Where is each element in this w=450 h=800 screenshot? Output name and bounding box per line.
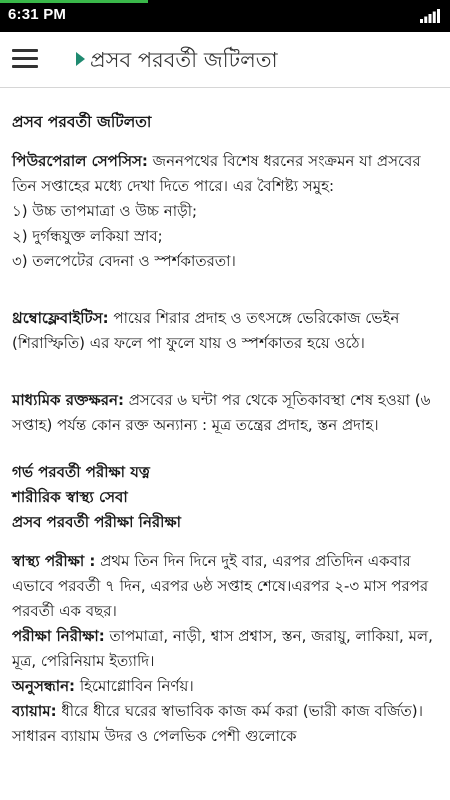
examination-label: পরীক্ষা নিরীক্ষা:	[12, 627, 105, 645]
subheading: প্রসব পরবর্তী পরীক্ষা নিরীক্ষা	[12, 513, 181, 531]
examination-text: তাপমাত্রা, নাড়ী, শ্বাস প্রশ্বাস, স্তন, জরায়ু, লাকিয়া, মল, মূত্র, পেরিনিয়াম ইত্যাদি।	[12, 627, 433, 670]
bleeding-paragraph	[12, 388, 438, 438]
bleeding-text: প্রসবের ৬ ঘন্টা পর থেকে সূতিকাবস্থা শেষ হওয়া (৬ সপ্তাহ) পর্যন্ত কোন রক্ত অন্যান্য : মূত্র তন্ত্রের প্রদাহ, স্তন প্রদাহ।	[12, 391, 431, 434]
examination-paragraph	[12, 624, 438, 674]
sepsis-item: ১) উচ্চ তাপমাত্রা ও উচ্চ নাড়ী;	[12, 202, 198, 220]
subheading: গর্ভ পরবর্তী পরীক্ষা যত্ন	[12, 463, 150, 481]
hamburger-menu-icon[interactable]	[12, 48, 38, 68]
exercise-paragraph	[12, 699, 438, 749]
signal-strength-icon	[420, 9, 440, 23]
sepsis-text: জননপথের বিশেষ ধরনের সংক্রমন যা প্রসবের তিন সপ্তাহের মধ্যে দেখা দিতে পারে। এর বৈশিষ্ট্য সমুহ:	[12, 152, 421, 195]
article-heading: প্রসব পরবর্তী জটিলতা	[12, 113, 152, 131]
bleeding-label: মাধ্যমিক রক্তক্ষরন:	[12, 391, 124, 409]
play-arrow-icon	[76, 52, 85, 66]
investigation-text: হিমোগ্লোবিন নির্ণয়।	[75, 677, 194, 695]
health-check-label: স্বাস্থ্য পরীক্ষা :	[12, 552, 96, 570]
status-bar	[0, 0, 450, 32]
thrombo-label: থ্রম্বোফ্লেবাইটিস:	[12, 309, 109, 327]
exercise-text: ধীরে ধীরে ঘরের স্বাভাবিক কাজ কর্ম করা (ভারী কাজ বর্জিত)। সাধারন ব্যায়াম উদর ও পেলভিক পেশী গুলোকে	[12, 702, 424, 745]
thrombo-text: পায়ের শিরার প্রদাহ ও তৎসঙ্গে ভেরিকোজ ভেইন (শিরাস্ফিতি) এর ফলে পা ফুলে যায় ও স্পর্শকাতর হয়ে ওঠে।	[12, 309, 400, 352]
health-check-text: প্রথম তিন দিন দিনে দুই বার, এরপর প্রতিদিন একবার এভাবে পরবর্তী ৭ দিন, এরপর ৬ষ্ঠ সপ্তাহ শেষে।এরপর ২-৩ মাস পরপর পরবর্তী এক বছর।	[12, 552, 429, 620]
sepsis-paragraph	[12, 149, 438, 199]
sepsis-item: ৩) তলপেটের বেদনা ও স্পর্শকাতরতা।	[12, 252, 236, 270]
sepsis-item: ২) দুর্গন্ধযুক্ত লকিয়া স্রাব;	[12, 227, 163, 245]
exercise-label: ব্যায়াম:	[12, 702, 57, 720]
subheading: শারীরিক স্বাস্থ্য সেবা	[12, 488, 128, 506]
investigation-label: অনুসন্ধান:	[12, 677, 76, 695]
health-check-paragraph	[12, 549, 438, 624]
loading-progress-bar	[0, 0, 148, 3]
investigation-paragraph	[12, 674, 438, 699]
sepsis-label: পিউরপেরাল সেপসিস:	[12, 152, 148, 170]
page-title: প্রসব পরবর্তী জটিলতা	[90, 48, 278, 72]
status-time: 6:31 PM	[8, 6, 67, 23]
thrombo-paragraph	[12, 306, 438, 356]
article-content	[12, 110, 438, 749]
app-bar	[0, 32, 450, 88]
